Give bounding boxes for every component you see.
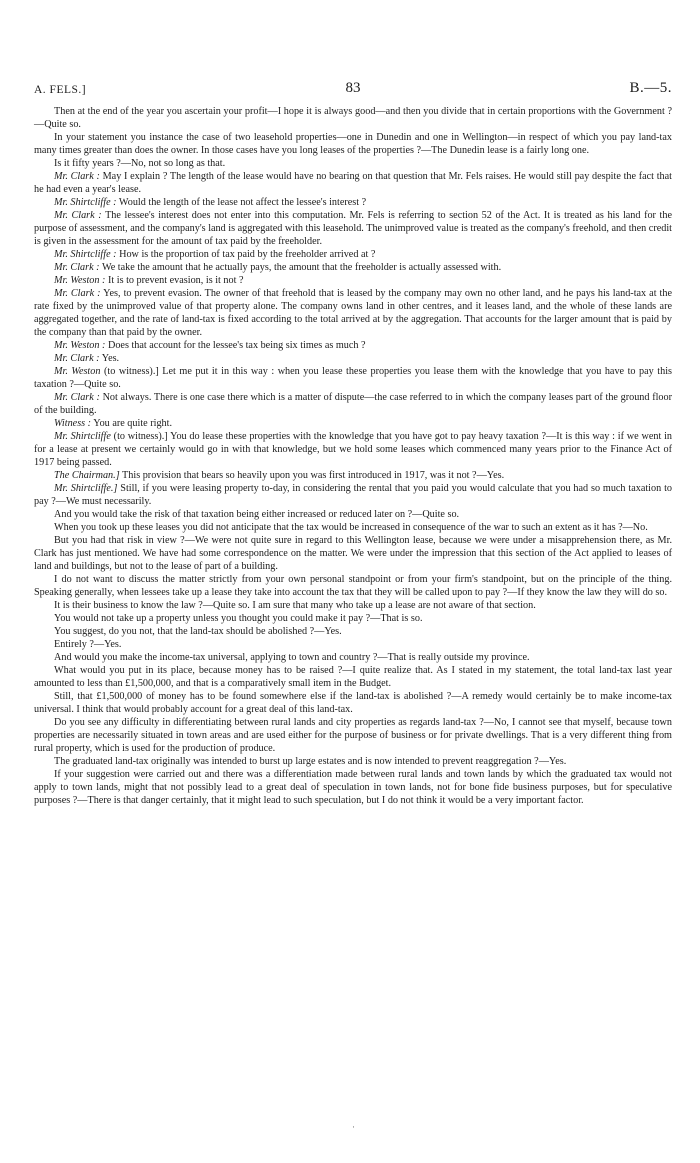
- paragraph-text: I do not want to discuss the matter strictly from your own personal standpoint or from your firm's standpoint, but on the principle of the thing. Speaking generally, when lessees take up a lease they take into account the tax that they will be called upon to pay ?—If they know the law they will do so.: [34, 574, 672, 598]
- paragraph-text: You are quite right.: [93, 418, 173, 429]
- speaker-label: Mr. Clark :: [54, 262, 100, 273]
- paragraph: [34, 417, 672, 430]
- speaker-label: Mr. Weston :: [54, 340, 106, 351]
- paragraph-text: Yes, to prevent evasion. The owner of that freehold that is leased by the company may own no other land, and he pays his land-tax at the rate fixed by the unimproved value of that property alone. The company owns land in other centres, and it leases land, and the whole of these lands are aggregated together, and the rate of land-tax is fixed according to the total arrived at by the aggregation. That accounts for the larger amount that is paid by the company than that paid by the owner.: [34, 288, 672, 338]
- paragraph-text: But you had that risk in view ?—We were not quite sure in regard to this Wellington lease, because we were under a misapprehension there, as Mr. Clark has just mentioned. We have had some correspondence on the matter. We were under the impression that this section of the Act applied to leases of land and buildings, but not to the lease of part of a building.: [34, 535, 672, 572]
- speaker-label: Mr. Clark :: [54, 288, 101, 299]
- paragraph: [34, 573, 672, 599]
- paragraph: [34, 469, 672, 482]
- paragraph-text: This provision that bears so heavily upon you was first introduced in 1917, was it not ?—Yes.: [122, 470, 505, 481]
- paragraph: [34, 521, 672, 534]
- header-witness-name: A. FELS.]: [34, 84, 87, 96]
- paragraph-text: The lessee's interest does not enter into this computation. Mr. Fels is referring to section 52 of the Act. It is treated as his land for the purpose of assessment, and the company's land is aggregated with this leasehold. The unimproved value is treated as the company's freehold, and then credit is given in the assessment for the amount of tax paid by the freeholder.: [34, 210, 672, 247]
- paragraph-text: May I explain ? The length of the lease would have no bearing on that question that Mr. Fels raises. He would still pay despite the fact that he had even a year's lease.: [34, 171, 673, 195]
- paragraph-text: Would the length of the lease not affect the lessee's interest ?: [118, 197, 367, 208]
- paragraph-text: Is it fifty years ?—No, not so long as that.: [54, 158, 226, 169]
- paragraph-text: It is their business to know the law ?—Quite so. I am sure that many who take up a lease are not aware of that section.: [54, 600, 536, 611]
- paragraph: [34, 365, 672, 391]
- paragraph: [34, 105, 672, 131]
- paragraph-text: If your suggestion were carried out and there was a differentiation made between rural lands and town lands by which the graduated tax would not apply to town lands, might that not possibly lead to a great deal of speculation in town lands, not for bone fide business purposes, but for speculative purposes ?—There is that danger certainly, that it might lead to such speculation, but I do not think it would be a very important factor.: [34, 769, 672, 806]
- speaker-label: Mr. Weston: [54, 366, 101, 377]
- speaker-label: Mr. Clark :: [54, 392, 100, 403]
- paragraph: [34, 287, 672, 339]
- paragraph-text: You would not take up a property unless you thought you could make it pay ?—That is so.: [54, 613, 423, 624]
- speaker-label: The Chairman.]: [54, 470, 120, 481]
- paragraph: [34, 664, 672, 690]
- paragraph-text: The graduated land-tax originally was intended to burst up large estates and is now intended to prevent reaggregation ?—Yes.: [54, 756, 567, 767]
- paragraph: [34, 755, 672, 768]
- paragraph: [34, 248, 672, 261]
- paragraph-text: What would you put in its place, because money has to be raised ?—I quite realize that. As I stated in my statement, the total land-tax last year amounted to less than £1,500,000, and that is a comparatively small item in the Budget.: [34, 665, 672, 689]
- paragraph-text: In your statement you instance the case of two leasehold properties—one in Dunedin and one in Wellington—in respect of which you pay land-tax many times greater than does the owner. In those cases have you long leases of the properties ?—The Dunedin lease is a fairly long one.: [34, 132, 672, 156]
- paragraph-text: Still, if you were leasing property to-day, in considering the rental that you paid you would calculate that you had so much taxation to pay ?—We must necessarily.: [34, 483, 672, 507]
- paragraph: [34, 625, 672, 638]
- paragraph: [34, 482, 672, 508]
- paragraph-text: You suggest, do you not, that the land-tax should be abolished ?—Yes.: [54, 626, 342, 637]
- page-number: 83: [345, 80, 361, 96]
- speaker-label: Witness :: [54, 418, 92, 429]
- paragraph-text: It is to prevent evasion, is it not ?: [107, 275, 244, 286]
- paragraph: [34, 508, 672, 521]
- paragraph: [34, 716, 672, 755]
- footer-mark: ·: [352, 1122, 355, 1132]
- paragraph-text: (to witness).] You do lease these properties with the knowledge that you have got to pay heavy taxation ?—It is this way : if we went in for a lease at present we certainly would go in with that knowledge, but we hold some leases which commenced many years prior to the Finance Act of 1917 being passed.: [34, 431, 673, 468]
- evidence-text: [34, 105, 672, 807]
- speaker-label: Mr. Clark :: [54, 353, 100, 364]
- paragraph: [34, 690, 672, 716]
- paragraph: [34, 534, 672, 573]
- paragraph-text: Do you see any difficulty in differentiating between rural lands and city properties as regards land-tax ?—No, I cannot see that myself, because town properties are necessarily situated in town areas and are used either for the purpose of business or for private dwellings. That is a very different thing from rural property, which is used for the production of produce.: [34, 717, 672, 754]
- paragraph: [34, 131, 672, 157]
- speaker-label: Mr. Shirtcliffe.]: [54, 483, 118, 494]
- paragraph-text: Still, that £1,500,000 of money has to be found somewhere else if the land-tax is abolished ?—A remedy would certainly be to make income-tax universal. I think that would probably account for a great deal of this land-tax.: [34, 691, 672, 715]
- paragraph: [34, 261, 672, 274]
- running-head: [34, 80, 672, 102]
- paragraph: [34, 651, 672, 664]
- paragraph: [34, 196, 672, 209]
- paragraph: [34, 274, 672, 287]
- paragraph: [34, 638, 672, 651]
- paper-reference: B.—5.: [629, 80, 672, 96]
- paragraph-text: (to witness).] Let me put it in this way : when you lease these properties you lease them with the knowledge that you have to pay this taxation ?—Quite so.: [34, 366, 673, 390]
- speaker-label: Mr. Weston :: [54, 275, 106, 286]
- paragraph: [34, 768, 672, 807]
- paragraph: [34, 612, 672, 625]
- paragraph-text: And you would take the risk of that taxation being either increased or reduced later on ?—Quite so.: [54, 509, 460, 520]
- paragraph-text: Then at the end of the year you ascertain your profit—I hope it is always good—and then you divide that in certain proportions with the Government ?—Quite so.: [34, 106, 672, 130]
- paragraph-text: Does that account for the lessee's tax being six times as much ?: [107, 340, 366, 351]
- paragraph: [34, 599, 672, 612]
- speaker-label: Mr. Shirtcliffe :: [54, 249, 117, 260]
- paragraph-text: We take the amount that he actually pays, the amount that the freeholder is actually assessed with.: [101, 262, 502, 273]
- speaker-label: Mr. Clark :: [54, 171, 100, 182]
- paragraph-text: How is the proportion of tax paid by the freeholder arrived at ?: [119, 249, 376, 260]
- paragraph-text: Not always. There is one case there which is a matter of dispute—the case referred to in which the company leases part of the ground floor of the building.: [34, 392, 672, 416]
- paragraph: [34, 209, 672, 248]
- paragraph: [34, 352, 672, 365]
- paragraph: [34, 339, 672, 352]
- paragraph-text: When you took up these leases you did not anticipate that the tax would be increased in consequence of the war to such an extent as it has ?—No.: [54, 522, 648, 533]
- paragraph: [34, 170, 672, 196]
- speaker-label: Mr. Clark :: [54, 210, 102, 221]
- speaker-label: Mr. Shirtcliffe :: [54, 197, 117, 208]
- paragraph: [34, 157, 672, 170]
- paragraph: [34, 391, 672, 417]
- speaker-label: Mr. Shirtcliffe: [54, 431, 111, 442]
- paragraph: [34, 430, 672, 469]
- paragraph-text: And would you make the income-tax universal, applying to town and country ?—That is really outside my province.: [54, 652, 530, 663]
- paragraph-text: Entirely ?—Yes.: [54, 639, 122, 650]
- paragraph-text: Yes.: [101, 353, 120, 364]
